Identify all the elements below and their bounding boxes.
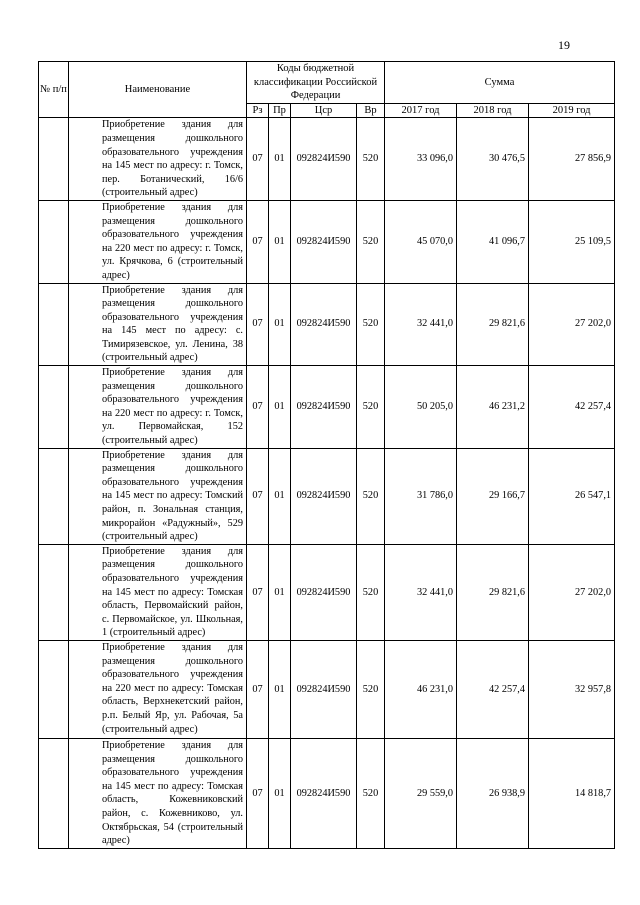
row-vr: 520 (357, 448, 385, 544)
row-sum-2018: 29 166,7 (457, 448, 529, 544)
row-name: Приобретение здания для размещения дошкольного образовательного учреждения на 220 мест по адресу: г. Томск, ул. Крячкова, 6 (строительный адрес) (69, 200, 247, 283)
row-vr: 520 (357, 118, 385, 201)
header-num: № п/п (39, 62, 69, 118)
row-vr: 520 (357, 366, 385, 449)
row-csr: 092824И590 (291, 118, 357, 201)
row-number (39, 448, 69, 544)
row-sum-2018: 26 938,9 (457, 738, 529, 848)
row-sum-2019: 14 818,7 (529, 738, 615, 848)
row-rz: 07 (247, 283, 269, 366)
row-sum-2019: 27 856,9 (529, 118, 615, 201)
row-pr: 01 (269, 366, 291, 449)
row-sum-2017: 45 070,0 (385, 200, 457, 283)
row-sum-2018: 41 096,7 (457, 200, 529, 283)
row-pr: 01 (269, 283, 291, 366)
row-sum-2018: 30 476,5 (457, 118, 529, 201)
row-sum-2018: 29 821,6 (457, 283, 529, 366)
header-year-2017: 2017 год (385, 103, 457, 118)
row-rz: 07 (247, 738, 269, 848)
row-csr: 092824И590 (291, 448, 357, 544)
row-vr: 520 (357, 640, 385, 738)
row-sum-2017: 33 096,0 (385, 118, 457, 201)
row-sum-2018: 29 821,6 (457, 544, 529, 640)
row-sum-2017: 32 441,0 (385, 283, 457, 366)
row-sum-2017: 32 441,0 (385, 544, 457, 640)
budget-table (38, 61, 615, 849)
row-rz: 07 (247, 640, 269, 738)
row-csr: 092824И590 (291, 544, 357, 640)
table-row (39, 118, 615, 201)
table-row (39, 366, 615, 449)
table-row (39, 738, 615, 848)
row-name: Приобретение здания для размещения дошкольного образовательного учреждения на 145 мест по адресу: Томская область, Кожевниковский район, с. Кожевниково, ул. Октябрьская, 54 (строительный адрес) (69, 738, 247, 848)
table-body (39, 118, 615, 849)
table-row (39, 200, 615, 283)
header-csr: Цср (291, 103, 357, 118)
row-sum-2019: 42 257,4 (529, 366, 615, 449)
row-pr: 01 (269, 640, 291, 738)
header-year-2018: 2018 год (457, 103, 529, 118)
header-name: Наименование (69, 62, 247, 118)
row-sum-2019: 27 202,0 (529, 283, 615, 366)
row-name: Приобретение здания для размещения дошкольного образовательного учреждения на 145 мест по адресу: Томский район, п. Зональная станция, микрорайон «Радужный», 529 (строительный адрес) (69, 448, 247, 544)
header-year-2019: 2019 год (529, 103, 615, 118)
header-rz: Рз (247, 103, 269, 118)
row-pr: 01 (269, 448, 291, 544)
row-number (39, 544, 69, 640)
row-csr: 092824И590 (291, 283, 357, 366)
row-sum-2019: 32 957,8 (529, 640, 615, 738)
row-sum-2018: 46 231,2 (457, 366, 529, 449)
row-rz: 07 (247, 200, 269, 283)
row-sum-2017: 46 231,0 (385, 640, 457, 738)
row-number (39, 118, 69, 201)
row-rz: 07 (247, 544, 269, 640)
table-row (39, 544, 615, 640)
table-row (39, 283, 615, 366)
row-rz: 07 (247, 366, 269, 449)
header-sum: Сумма (385, 62, 615, 104)
row-name: Приобретение здания для размещения дошкольного образовательного учреждения на 220 мест по адресу: г. Томск, ул. Первомайская, 152 (строительный адрес) (69, 366, 247, 449)
row-csr: 092824И590 (291, 640, 357, 738)
row-pr: 01 (269, 544, 291, 640)
row-vr: 520 (357, 544, 385, 640)
row-sum-2017: 31 786,0 (385, 448, 457, 544)
row-number (39, 283, 69, 366)
row-csr: 092824И590 (291, 738, 357, 848)
row-pr: 01 (269, 738, 291, 848)
row-rz: 07 (247, 448, 269, 544)
row-vr: 520 (357, 200, 385, 283)
row-name: Приобретение здания для размещения дошкольного образовательного учреждения на 145 мест по адресу: с. Тимирязевское, ул. Ленина, 38 (строительный адрес) (69, 283, 247, 366)
table-row (39, 640, 615, 738)
row-csr: 092824И590 (291, 200, 357, 283)
header-codes: Коды бюджетной классификации Российской Федерации (247, 62, 385, 104)
table-row (39, 448, 615, 544)
row-sum-2017: 50 205,0 (385, 366, 457, 449)
row-sum-2018: 42 257,4 (457, 640, 529, 738)
row-sum-2019: 26 547,1 (529, 448, 615, 544)
row-number (39, 738, 69, 848)
row-number (39, 366, 69, 449)
row-name: Приобретение здания для размещения дошкольного образовательного учреждения на 145 мест по адресу: Томская область, Первомайский район, с. Первомайское, ул. Школьная, 1 (строительный адрес) (69, 544, 247, 640)
row-pr: 01 (269, 118, 291, 201)
row-name: Приобретение здания для размещения дошкольного образовательного учреждения на 145 мест по адресу: г. Томск, пер. Ботанический, 16/6 (строительный адрес) (69, 118, 247, 201)
header-vr: Вр (357, 103, 385, 118)
header-pr: Пр (269, 103, 291, 118)
row-sum-2019: 25 109,5 (529, 200, 615, 283)
row-name: Приобретение здания для размещения дошкольного образовательного учреждения на 220 мест по адресу: Томская область, Верхнекетский район, р.п. Белый Яр, ул. Рабочая, 5а (строительный адрес) (69, 640, 247, 738)
row-sum-2019: 27 202,0 (529, 544, 615, 640)
row-rz: 07 (247, 118, 269, 201)
row-pr: 01 (269, 200, 291, 283)
row-number (39, 200, 69, 283)
row-vr: 520 (357, 738, 385, 848)
row-vr: 520 (357, 283, 385, 366)
row-sum-2017: 29 559,0 (385, 738, 457, 848)
page-number: 19 (558, 38, 570, 52)
row-number (39, 640, 69, 738)
row-csr: 092824И590 (291, 366, 357, 449)
